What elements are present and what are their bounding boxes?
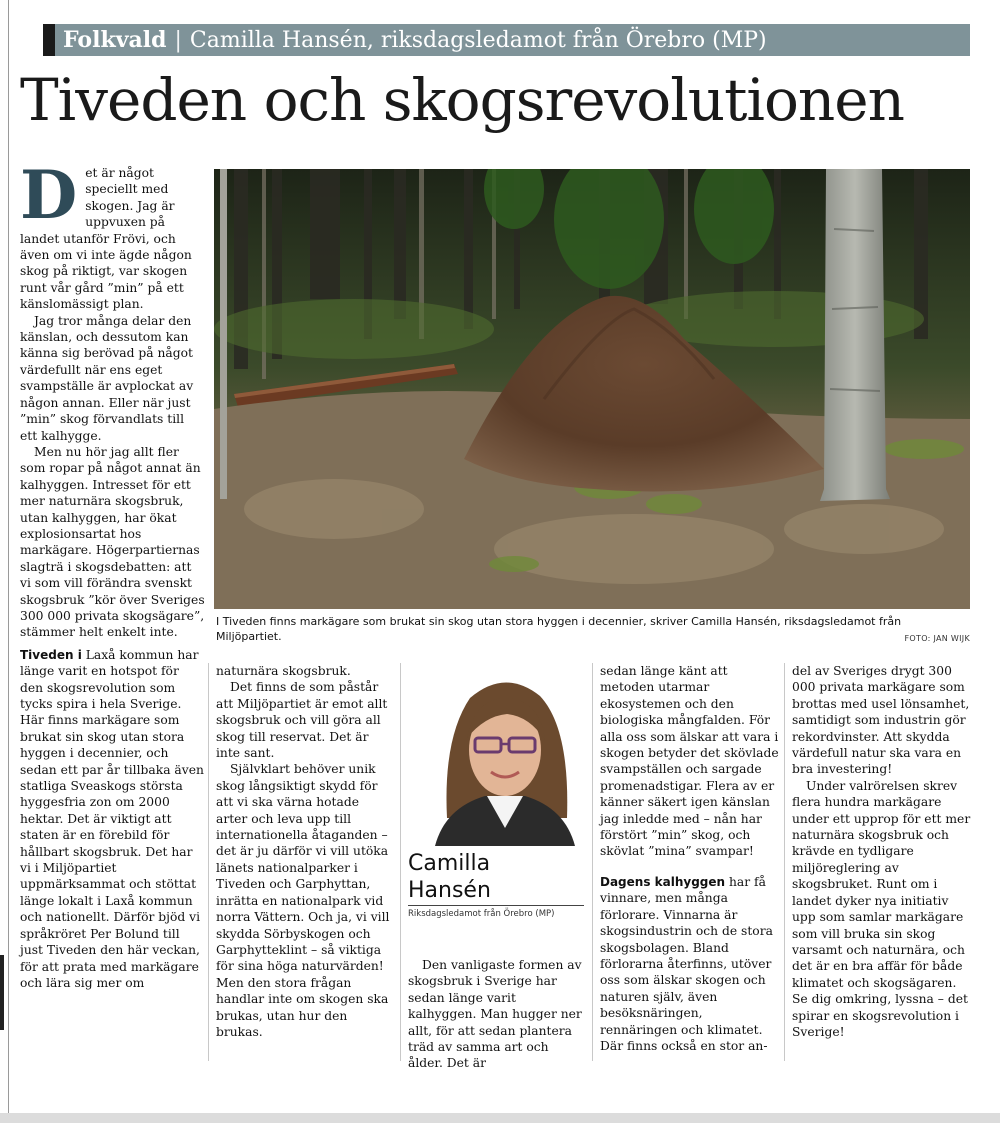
author-rule	[408, 905, 584, 906]
article-paragraph: Självklart behöver unik skog långsiktigt skydd för att vi ska värna hotade arter och leva upp till internationella åtaganden – det är ju därför vi vill utöka länets nationalparker i Tiveden och Garphyttan, inrätta en nationalpark vid norra Vättern. Och ja, vi vill skydda Sörbyskogen och Garphytteklint – så viktiga för sina höga naturvärden! Men den stora frågan handlar inte om skogen ska brukas, utan hur den brukas.	[216, 762, 390, 1039]
author-last-name: Hansén	[408, 878, 491, 903]
article-paragraph: Det finns de som påstår att Miljöpartiet är emot allt skogsbruk och vill göra all skog till reservat. Det är inte sant.	[216, 680, 388, 761]
paragraph-text: et är något speciellt med skogen. Jag är uppvuxen på landet utanför Frövi, och även om vi inte ägde någon skog på riktigt, var skogen runt vår gård ”min” på ett känslomässigt plan.	[20, 166, 192, 312]
article-column-1	[20, 156, 205, 991]
article-paragraph	[20, 156, 205, 313]
section-label: Folkvald	[63, 27, 167, 53]
author-title: Riksdagsledamot från Örebro (MP)	[408, 909, 555, 919]
column-divider	[400, 663, 401, 1061]
banner-separator: |	[174, 27, 182, 53]
column-divider	[592, 663, 593, 1061]
article-paragraph: Under valrörelsen skrev flera hundra markägare under ett upprop för ett mer naturnära skogsbruk och krävde en tydligare miljöreglering av skogsbruket. Runt om i landet dyker nya initiativ upp som samlar markägare som vill bruka sin skog varsamt och naturnära, och det är en bra affär för både klimatet och skogsägaren. Se dig omkring, lyssna – det spirar en skogsrevolution i Sverige!	[792, 778, 971, 1039]
page-bottom-bar	[0, 1113, 1000, 1123]
article-paragraph	[600, 874, 780, 1054]
article-column-2	[216, 663, 394, 1040]
article-paragraph: naturnära skogsbruk.	[216, 664, 351, 678]
article-column-5	[792, 663, 974, 1040]
banner-byline: Camilla Hansén, riksdagsledamot från Örebro (MP)	[189, 27, 767, 53]
drop-cap: D	[20, 156, 78, 234]
article-paragraph	[20, 647, 205, 992]
section-banner	[43, 24, 970, 56]
author-first-name: Camilla	[408, 851, 491, 876]
banner-accent-block	[43, 24, 55, 56]
subhead-kicker: Dagens kalhyggen	[600, 874, 726, 889]
article-paragraph: Men nu hör jag allt fler som ropar på något annat än kalhyggen. Intresset för ett mer naturnära skogsbruk, utan kalhyggen, har ökat explosionsartat hos markägare. Högerpartiernas slagträ i skogsdebatten: att vi som vill förändra svenskt skogsbruk ”kör över Sveriges 300 000 privata skogsägare”, stämmer helt enkelt inte.	[20, 444, 205, 640]
photo-credit: FOTO: JAN WIJK	[904, 634, 970, 643]
article-paragraph: sedan länge känt att metoden utarmar ekosystemen och den biologiska mångfalden. För alla oss som älskar att vara i skogen betyder det skövlade svampställen och sargade promenadstigar. Flera av er känner säkert igen känslan jag inledde med – nån har förstört ”min” skog, och skövlat ”mina” svampar!	[600, 664, 779, 859]
article-paragraph: del av Sveriges drygt 300 000 privata markägare som brottas med usel lönsamhet, samtidigt som industrin gör rekordvinster. Att skydda värdefull natur ska vara en bra investering!	[792, 664, 970, 777]
column-divider	[784, 663, 785, 1061]
subhead-kicker: Tiveden i	[20, 647, 82, 662]
paragraph-text: Laxå kommun har länge varit en hotspot för den skogsrevolution som tycks spira i hela Sverige. Här finns markägare som brukat sin skog utan stora hyggen i decennier, och sedan ett par år tillbaka även statliga Sveaskogs största hyggesfria zon om 2000 hektar. Det är viktigt att staten är en förebild för hållbart skogsbruk. Det har vi i Miljöpartiet uppmärksammat och stöttat länge lokalt i Laxå kommun och nationellt. Därför bjöd vi språkröret Per Bolund till just Tiveden den här veckan, för att prata med markägare och lära sig mer om	[20, 647, 204, 990]
photo-caption: I Tiveden finns markägare som brukat sin skog utan stora hyggen i decennier, skriver Camilla Hansén, riksdagsledamot från Miljöpartiet.	[216, 615, 902, 643]
page-margin-mark	[0, 955, 4, 1030]
forest-anthill-image	[214, 169, 970, 609]
page-margin-rule	[8, 0, 9, 1123]
article-headline: Tiveden och skogsrevolutionen	[20, 66, 904, 134]
paragraph-text: har få vinnare, men många förlorare. Vinnarna är skogsindustrin och de stora skogsbolagen. Bland förlorarna återfinns, utöver oss som älskar skogen och naturen själv, även besöksnäringen, rennäringen och klimatet. Där finns också en stor an-	[600, 874, 773, 1053]
author-photo	[425, 668, 585, 846]
column-divider	[208, 663, 209, 1061]
article-photo	[214, 169, 970, 609]
article-paragraph: Den vanligaste formen av skogsbruk i Sverige har sedan länge varit kalhyggen. Man hugger ner allt, för att sedan plantera träd av samma art och ålder. Det är	[408, 958, 582, 1071]
author-portrait	[425, 668, 585, 846]
article-column-3	[408, 957, 586, 1072]
article-paragraph: Jag tror många delar den känslan, och dessutom kan känna sig berövad på något värdefullt när ens eget svampställe är avplockat av någon annan. Eller när just ”min” skog förvandlats till ett kalhygge.	[20, 313, 194, 443]
author-name	[408, 850, 491, 904]
article-column-4	[600, 663, 780, 1054]
